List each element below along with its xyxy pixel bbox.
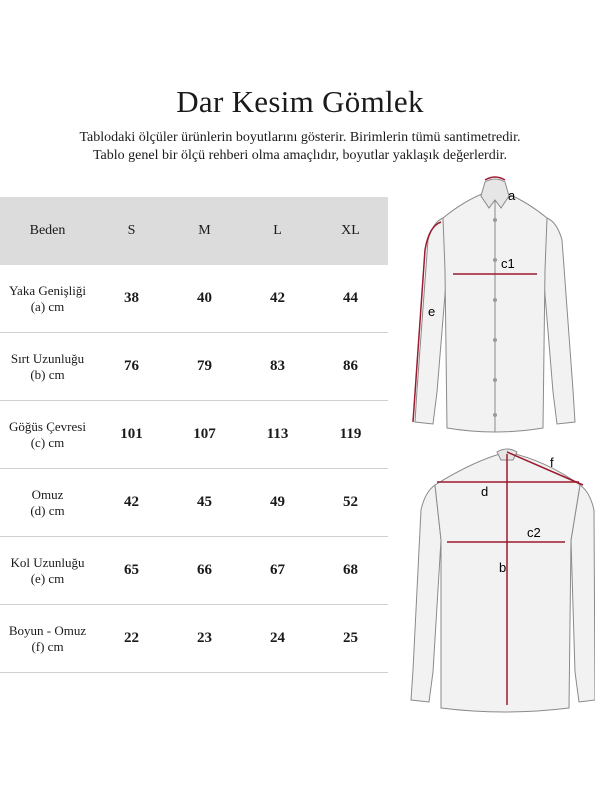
row-label: Omuz (d) cm <box>30 486 65 518</box>
header-xl: XL <box>341 223 360 238</box>
label-a: a <box>508 188 516 203</box>
table-cell: 23 <box>197 630 212 646</box>
table-cell: 65 <box>124 562 139 578</box>
table-cell: 25 <box>343 630 358 646</box>
table-cell: 44 <box>343 290 358 306</box>
table-cell: 67 <box>270 562 285 578</box>
table-cell: 38 <box>124 290 139 306</box>
table-row <box>0 333 388 401</box>
table-cell: 45 <box>197 494 212 510</box>
label-e: e <box>428 304 436 319</box>
table-cell: 52 <box>343 494 358 510</box>
shirt-front-illustration <box>415 179 575 432</box>
table-cell: 42 <box>270 290 285 306</box>
header-m: M <box>198 223 211 238</box>
shirt-diagram-svg <box>395 160 595 720</box>
table-row <box>0 401 388 469</box>
size-table <box>0 197 388 673</box>
table-cell: 42 <box>124 494 139 510</box>
table-row <box>0 469 388 537</box>
table-cell: 22 <box>124 630 139 646</box>
row-label: Boyun - Omuz (f) cm <box>8 622 87 654</box>
table-cell: 113 <box>266 426 289 442</box>
table-cell: 76 <box>124 358 139 374</box>
shirt-back-illustration <box>411 449 595 712</box>
label-b: b <box>499 560 507 575</box>
table-cell: 24 <box>270 630 285 646</box>
subtitle-line-1: Tablodaki ölçüler ürünlerin boyutlarını gösterir. Birimlerin tümü santimetredir. <box>79 130 521 145</box>
table-row <box>0 605 388 673</box>
table-row <box>0 265 388 333</box>
page-title: Dar Kesim Gömlek <box>176 84 424 119</box>
table-cell: 49 <box>270 494 285 510</box>
subtitle-line-2: Tablo genel bir ölçü rehberi olma amaçlıdır, boyutlar yaklaşık değerlerdir. <box>92 148 508 163</box>
table-cell: 68 <box>343 562 358 578</box>
row-label: Göğüs Çevresi (c) cm <box>9 418 86 450</box>
table-cell: 119 <box>339 426 362 442</box>
table-cell: 79 <box>197 358 212 374</box>
row-label: Sırt Uzunluğu (b) cm <box>10 350 85 382</box>
header-s: S <box>127 223 136 238</box>
table-row <box>0 537 388 605</box>
label-d: d <box>481 484 489 499</box>
table-cell: 83 <box>270 358 285 374</box>
row-label: Kol Uzunluğu (e) cm <box>10 554 85 586</box>
table-cell: 101 <box>120 426 143 442</box>
label-f: f <box>550 455 554 470</box>
table-cell: 40 <box>197 290 212 306</box>
row-label: Yaka Genişliği (a) cm <box>8 282 87 314</box>
table-cell: 107 <box>193 426 216 442</box>
table-cell: 66 <box>197 562 212 578</box>
table-header <box>0 197 388 265</box>
table-cell: 86 <box>343 358 358 374</box>
label-c2: c2 <box>527 525 541 540</box>
shirt-diagram <box>395 160 595 725</box>
header-l: L <box>273 223 282 238</box>
label-c1: c1 <box>501 256 515 271</box>
header-size: Beden <box>29 223 66 238</box>
